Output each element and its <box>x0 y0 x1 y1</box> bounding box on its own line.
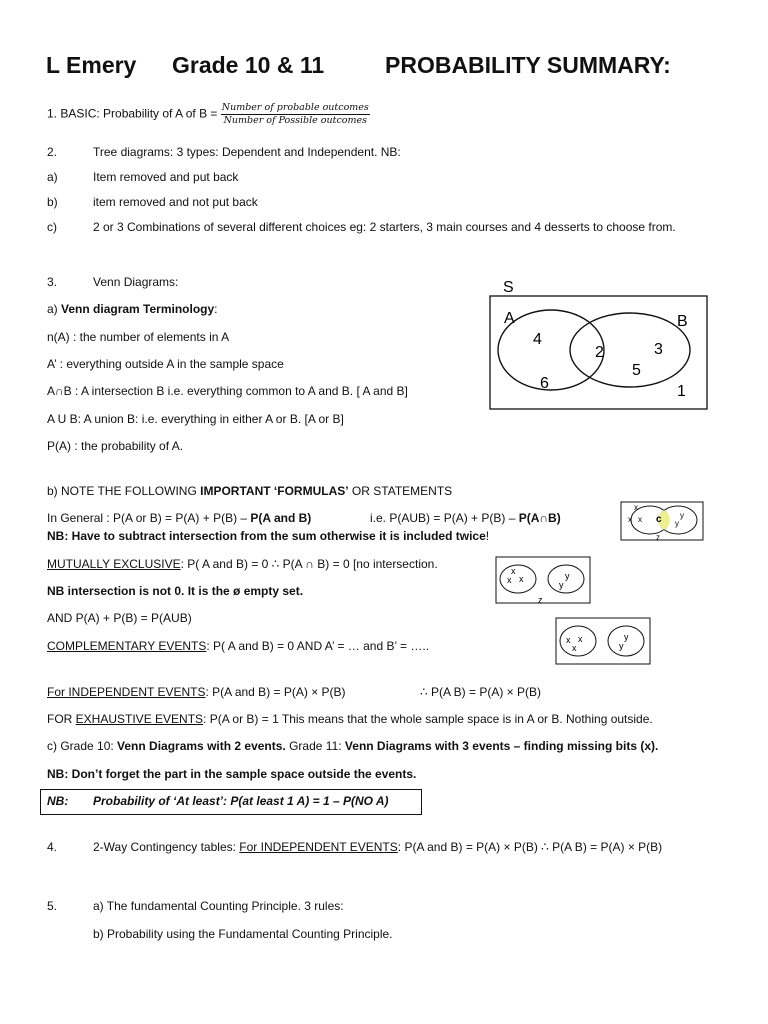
mutually-x-3: x <box>519 574 524 584</box>
page-title: PROBABILITY SUMMARY: <box>385 52 671 78</box>
at-least-nb: NB: <box>47 794 69 808</box>
contingency-text: 2-Way Contingency tables: <box>93 840 240 854</box>
venn-only-a-bottom: 6 <box>540 375 549 392</box>
exhaustive-label: EXHAUSTIVE EVENTS <box>75 712 204 726</box>
mini-y-2: y <box>675 519 679 528</box>
fraction-denominator: Number of Possible outcomes <box>223 115 367 126</box>
term-probability: P(A) : the probability of A. <box>47 439 184 453</box>
counting-principle-b: b) Probability using the Fundamental Counting Principle. <box>93 927 393 941</box>
venn-a-label: A <box>504 310 515 327</box>
grade-c-prefix: c) Grade 10: <box>47 739 118 753</box>
at-least-box <box>40 789 422 815</box>
complementary-y-1: y <box>624 632 629 642</box>
complementary-x-1: x <box>566 635 571 645</box>
terminology-prefix: a) <box>47 302 58 316</box>
venn-outside: 1 <box>677 383 686 400</box>
grade-venn-note <box>47 739 658 753</box>
mini-y-1: y <box>680 511 684 520</box>
general-formula-text: In General : P(A or B) = P(A) + P(B) – <box>47 511 251 525</box>
nb-intersection: NB intersection is not 0. It is the ø empty set. <box>47 584 304 598</box>
grade-label: Grade 10 & 11 <box>172 52 325 78</box>
general-formula <box>47 511 311 525</box>
grade-c-mid: Grade 11: <box>285 739 345 753</box>
nb-subtract <box>47 529 489 543</box>
item-b-letter: b) <box>47 195 58 209</box>
venn-diagram <box>485 275 710 415</box>
complementary-mini-diagram <box>555 616 652 668</box>
author-name: L Emery <box>46 52 137 78</box>
mutually-text: : P( A and B) = 0 ∴ P(A ∩ B) = 0 [no intersection. <box>180 557 438 571</box>
item-b-text: item removed and not put back <box>93 195 258 209</box>
term-intersection: A∩B : A intersection B i.e. everything common to A and B. [ A and B] <box>47 384 408 398</box>
mutually-z: z <box>538 595 543 605</box>
nb-subtract-end: ! <box>485 529 490 543</box>
terminology-colon: : <box>214 302 218 316</box>
exhaustive-prefix: FOR <box>47 712 76 726</box>
venn-diagrams-heading: Venn Diagrams: <box>93 275 179 289</box>
section-1 <box>47 102 370 127</box>
at-least-text: Probability of ‘At least’: P(at least 1 A) = 1 – P(NO A) <box>93 794 389 808</box>
basic-label: 1. BASIC: Probability of A of B = <box>47 106 218 121</box>
independent-events <box>47 685 346 699</box>
note-prefix: b) NOTE THE FOLLOWING <box>47 484 197 498</box>
terminology-heading <box>47 302 218 316</box>
grade-11-bold: Venn Diagrams with 3 events – finding missing bits (x). <box>344 739 659 753</box>
probability-fraction <box>221 102 370 127</box>
counting-principle-a: a) The fundamental Counting Principle. 3 rules: <box>93 899 344 913</box>
mutually-exclusive <box>47 557 438 571</box>
mutually-y-1: y <box>565 571 570 581</box>
item-c-text: 2 or 3 Combinations of several different choices eg: 2 starters, 3 main courses and 4 desserts to choose from. <box>93 220 676 234</box>
general-formula-ie <box>370 511 561 525</box>
complementary-y-2: y <box>619 641 624 651</box>
fraction-numerator: Number of probable outcomes <box>221 102 369 113</box>
venn-only-a-top: 4 <box>533 331 542 348</box>
mini-x-1: x <box>634 503 638 512</box>
item-a-text: Item removed and put back <box>93 170 239 184</box>
contingency-underlined: For INDEPENDENT EVENTS <box>239 840 398 854</box>
mutually-label: MUTUALLY EXCLUSIVE <box>47 557 181 571</box>
general-ie-bold: P(A∩B) <box>518 511 561 525</box>
contingency-tables <box>93 840 662 854</box>
mutually-x-1: x <box>511 566 516 576</box>
complementary-label: COMPLEMENTARY EVENTS <box>47 639 207 653</box>
venn-only-b-bottom: 5 <box>632 362 641 379</box>
independent-therefore: ∴ P(A B) = P(A) × P(B) <box>420 685 541 699</box>
nb-outside: NB: Don’t forget the part in the sample space outside the events. <box>47 767 417 781</box>
item-a-letter: a) <box>47 170 58 184</box>
complementary-events <box>47 639 429 653</box>
grade-10-bold: Venn Diagrams with 2 events. <box>117 739 286 753</box>
section-5-number: 5. <box>47 899 58 913</box>
term-a-complement: A’ : everything outside A in the sample space <box>47 357 284 371</box>
venn-sample-space-label: S <box>503 279 514 296</box>
note-bold: IMPORTANT ‘FORMULAS’ <box>200 484 349 498</box>
term-union: A U B: A union B: i.e. everything in either A or B. [A or B] <box>47 412 344 426</box>
venn-b-label: B <box>677 313 688 330</box>
nb-subtract-text: NB: Have to subtract intersection from the sum otherwise it is included twice <box>47 529 486 543</box>
contingency-rest: : P(A and B) = P(A) × P(B) ∴ P(A B) = P(A) × P(B) <box>397 840 663 854</box>
section-4-number: 4. <box>47 840 58 854</box>
set-b-circle <box>570 313 690 387</box>
general-mini-diagram <box>620 500 705 544</box>
mini-c: c <box>656 514 662 525</box>
exhaustive-text: : P(A or B) = 1 This means that the whole sample space is in A or B. Nothing outside. <box>203 712 653 726</box>
section-2-number: 2. <box>47 145 58 159</box>
mini-x-3: x <box>638 515 642 524</box>
mutually-mini-circle-a <box>500 565 536 593</box>
exhaustive-events <box>47 712 653 726</box>
complementary-text: : P( A and B) = 0 AND A’ = … and B’ = ….. <box>206 639 430 653</box>
complementary-x-2: x <box>578 634 583 644</box>
and-sum: AND P(A) + P(B) = P(AUB) <box>47 611 192 625</box>
note-suffix: OR STATEMENTS <box>351 484 453 498</box>
terminology-bold: Venn diagram Terminology <box>61 302 215 316</box>
mini-z: z <box>656 533 660 542</box>
tree-diagrams-text: Tree diagrams: 3 types: Dependent and Independent. NB: <box>93 145 401 159</box>
mutually-x-2: x <box>507 575 512 585</box>
venn-only-b-top: 3 <box>654 341 663 358</box>
general-formula-bold: P(A and B) <box>250 511 312 525</box>
independent-text: : P(A and B) = P(A) × P(B) <box>205 685 346 699</box>
general-ie-text: i.e. P(AUB) = P(A) + P(B) – <box>370 511 519 525</box>
term-n-a: n(A) : the number of elements in A <box>47 330 230 344</box>
section-3-number: 3. <box>47 275 58 289</box>
mutually-exclusive-mini-diagram <box>495 555 592 607</box>
complementary-x-3: x <box>572 643 577 653</box>
item-c-letter: c) <box>47 220 57 234</box>
venn-intersection: 2 <box>595 344 604 361</box>
independent-label: For INDEPENDENT EVENTS <box>47 685 206 699</box>
mutually-y-2: y <box>559 580 564 590</box>
note-heading <box>47 484 452 498</box>
mini-x-2: x <box>628 515 632 524</box>
